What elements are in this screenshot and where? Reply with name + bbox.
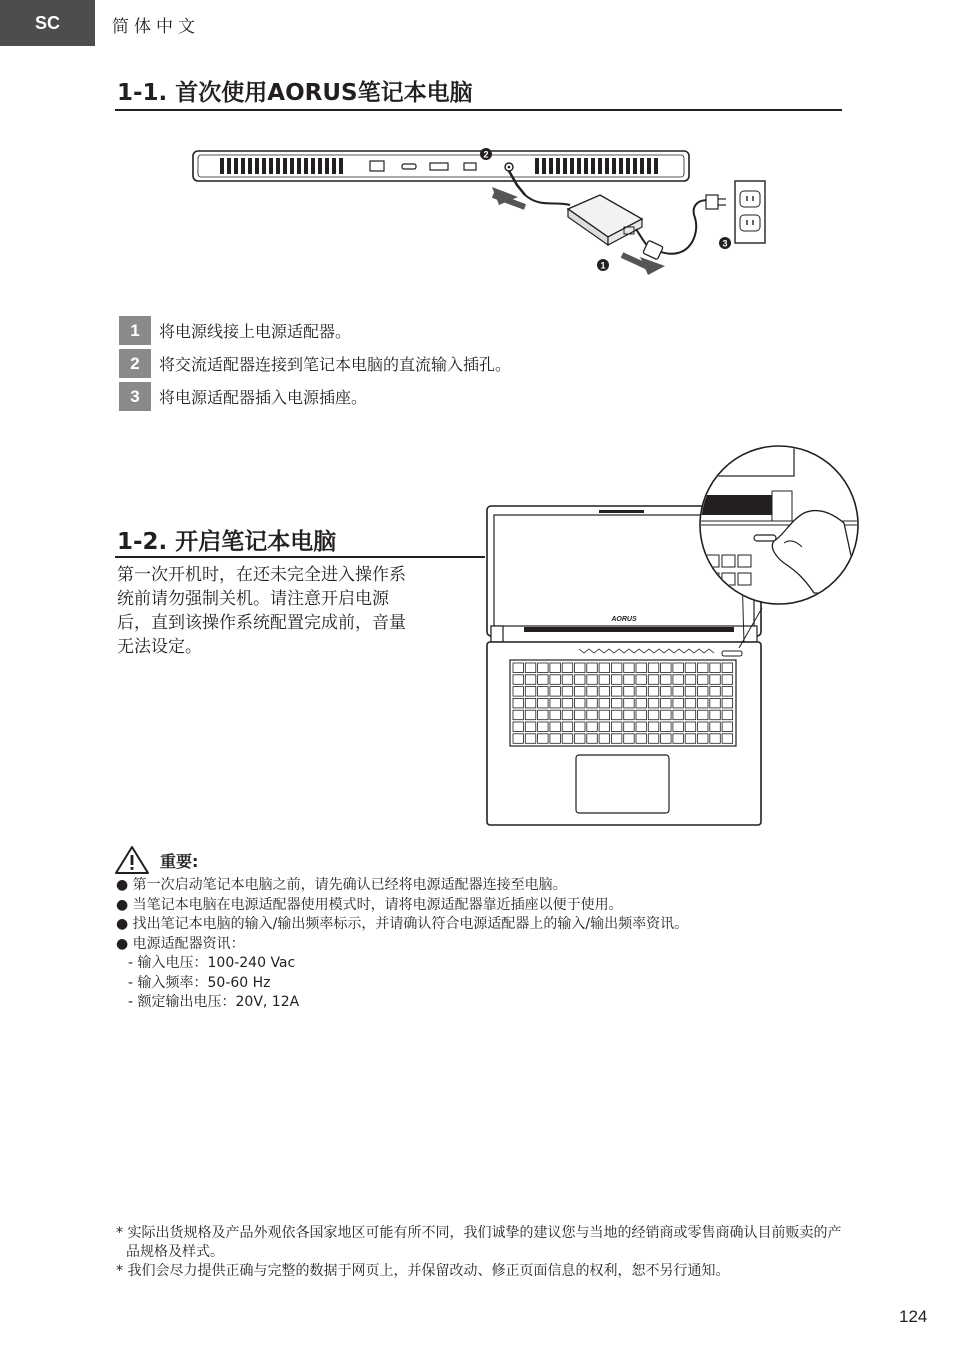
keyboard-key — [611, 710, 622, 720]
keyboard-key — [525, 698, 536, 708]
keyboard-key — [710, 722, 721, 732]
keyboard-key — [525, 722, 536, 732]
keyboard-key — [722, 675, 733, 685]
keyboard-key — [538, 663, 549, 673]
keyboard-key — [624, 663, 635, 673]
keyboard-key — [624, 734, 635, 744]
power-on-paragraph — [117, 563, 462, 659]
keyboard-key — [661, 734, 672, 744]
keyboard-key — [587, 734, 598, 744]
keyboard-key — [661, 687, 672, 697]
keyboard-key — [624, 687, 635, 697]
keyboard-key — [636, 675, 647, 685]
keyboard-key — [648, 663, 659, 673]
keyboard-key — [698, 710, 709, 720]
keyboard-key — [599, 698, 610, 708]
spec-input-voltage: - 输入电压：100-240 Vac — [128, 955, 296, 971]
keyboard-key — [599, 687, 610, 697]
keyboard-key — [673, 734, 684, 744]
keyboard-key — [648, 722, 659, 732]
spec-input-frequency: - 输入频率：50-60 Hz — [128, 974, 271, 991]
keyboard-key — [710, 687, 721, 697]
keyboard-key — [722, 734, 733, 744]
keyboard-key — [722, 663, 733, 673]
step-3 — [119, 382, 511, 411]
keyboard-key — [661, 675, 672, 685]
keyboard-key — [710, 710, 721, 720]
keyboard-key — [611, 722, 622, 732]
keyboard-key — [648, 698, 659, 708]
keyboard-key — [513, 710, 524, 720]
keyboard-key — [587, 698, 598, 708]
keyboard-key — [636, 698, 647, 708]
step-1-text: 将电源线接上电源适配器。 — [159, 322, 352, 341]
keyboard-key — [513, 722, 524, 732]
keyboard-key — [722, 722, 733, 732]
keyboard-key — [599, 675, 610, 685]
keyboard-key — [599, 663, 610, 673]
keyboard-key — [648, 734, 659, 744]
keyboard-key — [673, 663, 684, 673]
step-2 — [119, 349, 511, 378]
keyboard-key — [648, 675, 659, 685]
keyboard-key — [661, 710, 672, 720]
keyboard-key — [538, 687, 549, 697]
keyboard-key — [550, 710, 561, 720]
keyboard-key — [636, 687, 647, 697]
keyboard-key — [685, 734, 696, 744]
keyboard-key — [611, 687, 622, 697]
keyboard-key — [636, 722, 647, 732]
keyboard-key — [550, 722, 561, 732]
keyboard-key — [587, 710, 598, 720]
page-number: 124 — [899, 1307, 928, 1326]
keyboard-key — [611, 734, 622, 744]
footnote-1: * 实际出货规格及产品外观依各国家地区可能有所不同，我们诚挚的建议您与当地的经销商或零售商确认目前贩卖的产品规格及样式。 — [116, 1225, 842, 1260]
para-line-1: 第一次开机时，在还未完全进入操作系 — [117, 565, 406, 585]
keyboard-key — [562, 687, 573, 697]
important-title: 重要: — [160, 851, 199, 871]
note-item: ● 电源适配器资讯： — [116, 935, 245, 952]
keyboard-key — [636, 663, 647, 673]
keyboard-key — [513, 663, 524, 673]
keyboard-key — [685, 722, 696, 732]
keyboard-key — [673, 687, 684, 697]
callout-2: 2 — [483, 149, 489, 160]
keyboard-key — [550, 698, 561, 708]
footnotes — [116, 1224, 846, 1281]
keyboard-key — [562, 675, 573, 685]
keyboard-key — [525, 710, 536, 720]
keyboard-key — [525, 663, 536, 673]
keyboard-key — [550, 734, 561, 744]
keyboard-key — [538, 722, 549, 732]
keyboard-key — [685, 698, 696, 708]
keyboard-key — [575, 663, 586, 673]
step-2-text: 将交流适配器连接到笔记本电脑的直流输入插孔。 — [159, 355, 512, 374]
laptop-power-button-figure — [484, 443, 862, 828]
important-notes — [116, 876, 688, 1013]
note-item: ● 找出笔记本电脑的输入/输出频率标示，并请确认符合电源适配器上的输入/输出频率资讯。 — [116, 916, 689, 932]
keyboard-key — [575, 722, 586, 732]
note-item: ● 当笔记本电脑在电源适配器使用模式时，请将电源适配器靠近插座以便于使用。 — [116, 896, 623, 913]
keyboard-key — [525, 687, 536, 697]
section2-title: 1-2. 开启笔记本电脑 — [117, 529, 337, 555]
keyboard-key — [698, 698, 709, 708]
keyboard-key — [648, 710, 659, 720]
keyboard-key — [685, 710, 696, 720]
keyboard-key — [661, 722, 672, 732]
keyboard-key — [538, 734, 549, 744]
keyboard-key — [525, 734, 536, 744]
keyboard-key — [575, 710, 586, 720]
note-item: ● 第一次启动笔记本电脑之前，请先确认已经将电源适配器连接至电脑。 — [116, 877, 567, 893]
step-1-number: 1 — [119, 316, 151, 345]
keyboard-key — [538, 710, 549, 720]
keyboard-key — [550, 675, 561, 685]
keyboard-key — [587, 687, 598, 697]
keyboard-key — [685, 663, 696, 673]
warning-icon — [114, 845, 150, 875]
keyboard-key — [698, 734, 709, 744]
setup-steps — [119, 316, 511, 415]
keyboard-key — [611, 663, 622, 673]
keyboard-key — [673, 675, 684, 685]
keyboard-key — [562, 698, 573, 708]
keyboard-key — [722, 698, 733, 708]
callout-1: 1 — [600, 260, 606, 271]
keyboard-key — [624, 675, 635, 685]
keyboard-key — [698, 687, 709, 697]
footnote-2: * 我们会尽力提供正确与完整的数据于网页上，并保留改动、修正页面信息的权利，恕不另行通知。 — [116, 1263, 730, 1279]
step-1 — [119, 316, 511, 345]
power-connection-figure — [190, 143, 770, 283]
keyboard-key — [673, 722, 684, 732]
keyboard-key — [575, 698, 586, 708]
callout-3: 3 — [722, 238, 728, 249]
keyboard-key — [648, 687, 659, 697]
keyboard-key — [513, 698, 524, 708]
keyboard-key — [587, 722, 598, 732]
keyboard-key — [599, 734, 610, 744]
section1-rule — [115, 109, 842, 111]
keyboard-key — [624, 722, 635, 732]
keyboard-key — [661, 663, 672, 673]
keyboard-key — [685, 675, 696, 685]
keyboard-key — [550, 687, 561, 697]
keyboard-key — [722, 687, 733, 697]
keyboard-key — [513, 734, 524, 744]
para-line-4: 无法设定。 — [117, 637, 202, 657]
keyboard-key — [722, 710, 733, 720]
keyboard-key — [575, 687, 586, 697]
keyboard-key — [599, 710, 610, 720]
keyboard-key — [513, 675, 524, 685]
keyboard-key — [710, 698, 721, 708]
para-line-3: 后，直到该操作系统配置完成前，音量 — [117, 613, 406, 633]
keyboard-key — [525, 675, 536, 685]
para-line-2: 统前请勿强制关机。请注意开启电源 — [117, 589, 389, 609]
keyboard-key — [698, 663, 709, 673]
keyboard-key — [538, 698, 549, 708]
section1-title: 1-1. 首次使用AORUS笔记本电脑 — [117, 80, 473, 106]
keyboard-key — [710, 675, 721, 685]
step-2-number: 2 — [119, 349, 151, 378]
keyboard-key — [636, 710, 647, 720]
aorus-logo: AORUS — [611, 616, 637, 623]
keyboard-key — [624, 698, 635, 708]
keyboard-key — [673, 710, 684, 720]
step-3-number: 3 — [119, 382, 151, 411]
section2-rule — [115, 556, 485, 558]
keyboard-key — [710, 734, 721, 744]
keyboard-key — [624, 710, 635, 720]
keyboard-key — [562, 710, 573, 720]
step-3-text: 将电源适配器插入电源插座。 — [159, 388, 368, 407]
keyboard-key — [636, 734, 647, 744]
keyboard-key — [685, 687, 696, 697]
important-notice-header — [114, 845, 198, 875]
keyboard-key — [611, 675, 622, 685]
language-tab: SC — [0, 0, 95, 46]
keyboard-key — [575, 675, 586, 685]
keyboard-key — [538, 675, 549, 685]
spec-output-voltage: - 额定输出电压：20V, 12A — [128, 994, 300, 1010]
keyboard-key — [710, 663, 721, 673]
keyboard-key — [513, 687, 524, 697]
keyboard-key — [562, 722, 573, 732]
keyboard-key — [698, 675, 709, 685]
keyboard-key — [562, 663, 573, 673]
keyboard-key — [673, 698, 684, 708]
keyboard-key — [587, 663, 598, 673]
keyboard-key — [587, 675, 598, 685]
keyboard-key — [575, 734, 586, 744]
keyboard-key — [698, 722, 709, 732]
keyboard-key — [599, 722, 610, 732]
keyboard-key — [550, 663, 561, 673]
keyboard-key — [611, 698, 622, 708]
keyboard-key — [562, 734, 573, 744]
keyboard-key — [661, 698, 672, 708]
language-name: 简体中文 — [112, 17, 200, 37]
